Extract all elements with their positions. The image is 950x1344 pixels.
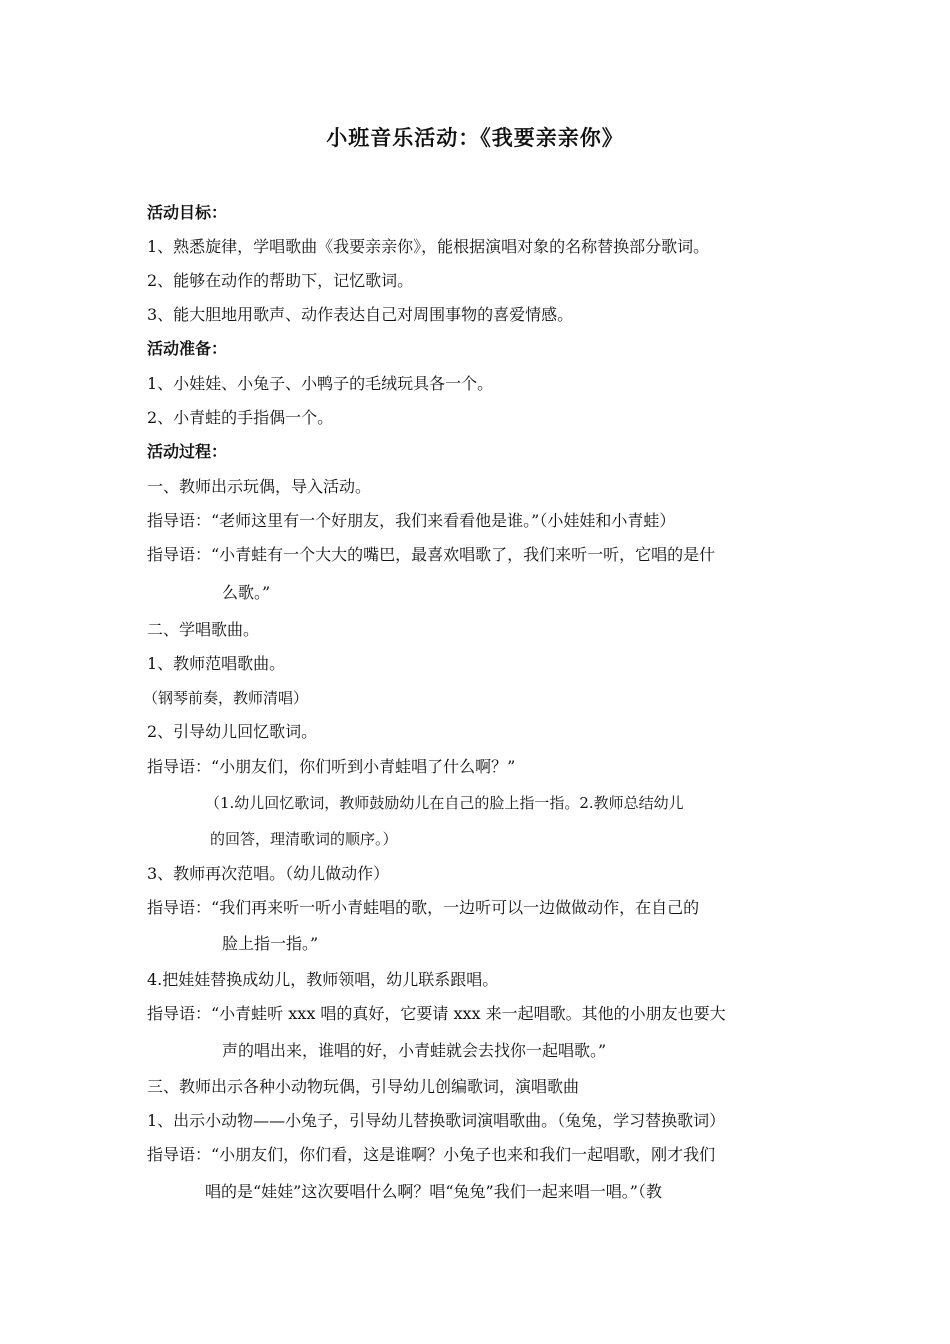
document-title: 小班音乐活动：《我要亲亲你》 [326, 125, 624, 150]
note: （1.幼儿回忆歌词，教师鼓励幼儿在自己的脸上指一指。2.教师总结幼儿 [205, 794, 684, 812]
substep: 2、引导幼儿回忆歌词。 [147, 722, 318, 741]
substep: 4.把娃娃替换成幼儿，教师领唱，幼儿联系跟唱。 [147, 970, 499, 989]
guide-line: 指导语：“老师这里有一个好朋友，我们来看看他是谁。”（小娃娃和小青蛙） [147, 511, 676, 530]
guide-line: 指导语：“小朋友们，你们看，这是谁啊？小兔子也来和我们一起唱歌，刚才我们 [147, 1145, 716, 1164]
prep-2: 2、小青蛙的手指偶一个。 [147, 408, 334, 427]
note-continued: 的回答，理清歌词的顺序。） [210, 830, 398, 848]
process-step-3: 三、教师出示各种小动物玩偶，引导幼儿创编歌词，演唱歌曲 [147, 1077, 580, 1096]
guide-line: 指导语：“小朋友们，你们听到小青蛙唱了什么啊？” [147, 757, 516, 776]
guide-line-continued: 声的唱出来，谁唱的好，小青蛙就会去找你一起唱歌。” [222, 1041, 607, 1060]
guide-line-continued: 唱的是“娃娃”这次要唱什么啊？唱“兔兔”我们一起来唱一唱。”（教 [205, 1182, 662, 1201]
guide-line: 指导语：“我们再来听一听小青蛙唱的歌，一边听可以一边做做动作，在自己的 [147, 898, 700, 917]
heading-goals: 活动目标： [147, 203, 228, 222]
guide-line: 指导语：“小青蛙有一个大大的嘴巴，最喜欢唱歌了，我们来听一听，它唱的是什 [147, 545, 716, 564]
goal-3: 3、能大胆地用歌声、动作表达自己对周围事物的喜爱情感。 [147, 305, 574, 324]
note: （钢琴前奏，教师清唱） [143, 689, 309, 707]
guide-line-continued: 么歌。” [222, 583, 271, 602]
guide-line-continued: 脸上指一指。” [222, 934, 319, 953]
substep: 3、教师再次范唱。（幼儿做动作） [147, 864, 390, 883]
process-step-2: 二、学唱歌曲。 [147, 620, 260, 639]
substep: 1、出示小动物——小兔子，引导幼儿替换歌词演唱歌曲。（兔兔，学习替换歌词） [147, 1111, 726, 1130]
goal-2: 2、能够在动作的帮助下，记忆歌词。 [147, 271, 414, 290]
heading-preparation: 活动准备： [147, 339, 228, 358]
goal-1: 1、熟悉旋律，学唱歌曲《我要亲亲你》，能根据演唱对象的名称替换部分歌词。 [147, 237, 710, 256]
substep: 1、教师范唱歌曲。 [147, 654, 286, 673]
guide-line: 指导语：“小青蛙听 xxx 唱的真好，它要请 xxx 来一起唱歌。其他的小朋友也要大 [147, 1004, 726, 1023]
prep-1: 1、小娃娃、小兔子、小鸭子的毛绒玩具各一个。 [147, 374, 494, 393]
heading-process: 活动过程： [147, 442, 228, 461]
process-step-1: 一、教师出示玩偶，导入活动。 [147, 477, 372, 496]
